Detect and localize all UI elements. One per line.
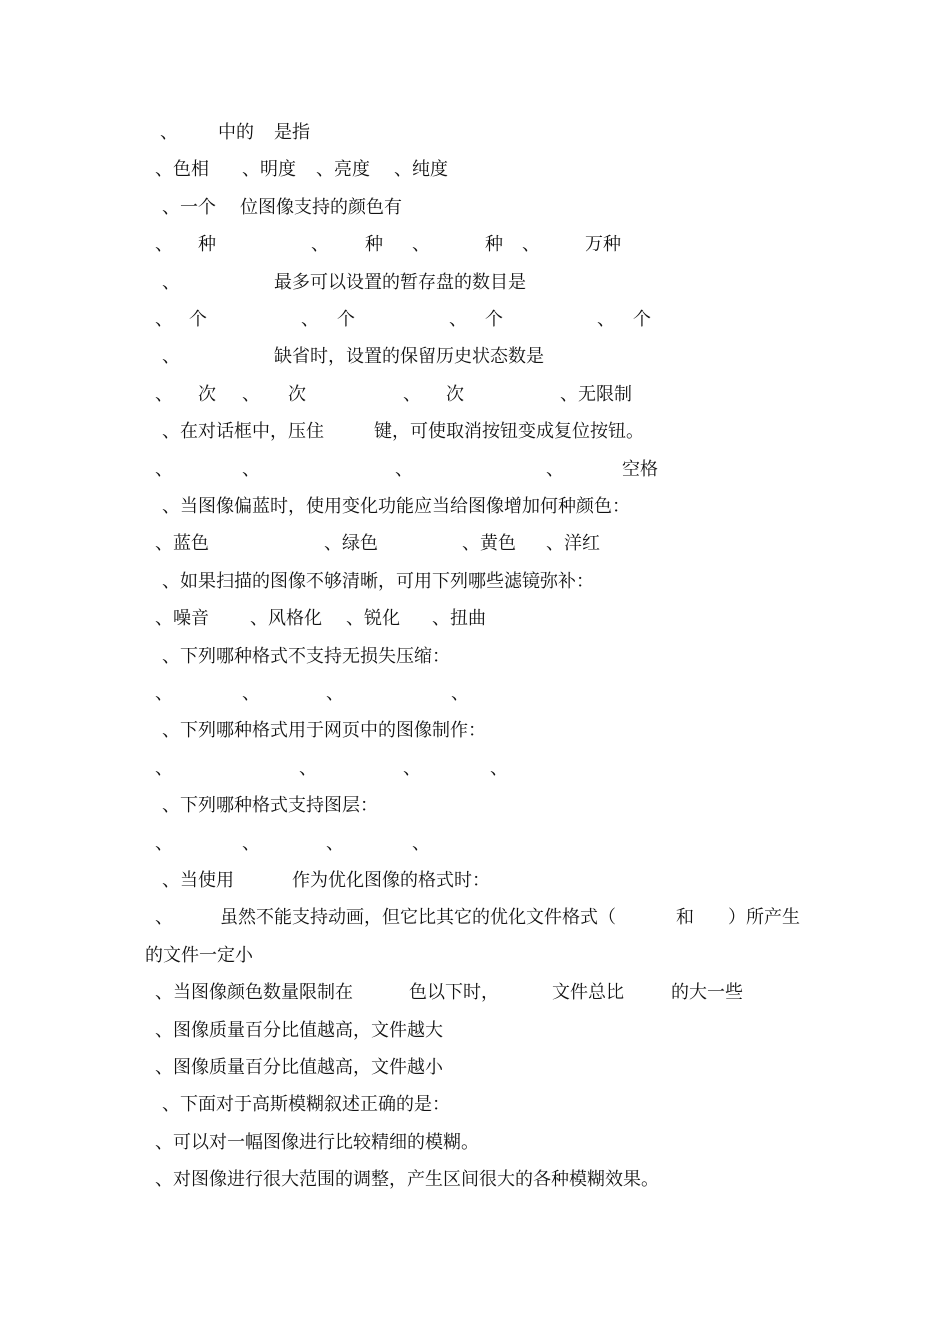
text-segment: 、下面对于高斯模糊叙述正确的是： — [162, 1094, 450, 1116]
text-segment: 、噪音 — [155, 608, 209, 630]
text-segment: 位图像支持的颜色有 — [240, 196, 402, 218]
text-segment: 、 — [301, 309, 319, 330]
text-segment: 、洋红 — [546, 533, 600, 555]
text-segment: 、 — [546, 458, 564, 480]
text-segment: 、锐化 — [346, 608, 400, 630]
text-segment: 、当图像偏蓝时，使用变化功能应当给图像增加何种颜色： — [162, 496, 630, 517]
text-segment: 、蓝色 — [155, 533, 209, 555]
text-segment: 种 — [485, 234, 503, 256]
text-segment: 、下列哪种格式支持图层： — [162, 795, 378, 817]
text-segment: 、如果扫描的图像不够清晰，可用下列哪些滤镜弥补： — [162, 570, 594, 592]
text-segment: 、黄色 — [462, 533, 516, 555]
text-segment: 、 — [162, 271, 180, 293]
text-segment: 的大一些 — [671, 982, 743, 1004]
text-segment: 万种 — [585, 234, 621, 256]
text-segment: 次 — [446, 383, 464, 405]
text-segment: 最多可以设置的暂存盘的数目是 — [274, 271, 526, 293]
text-segment: 、明度 — [242, 159, 296, 181]
text-segment: 个 — [189, 309, 207, 330]
text-segment: 、 — [155, 683, 173, 704]
text-segment: 、绿色 — [324, 533, 378, 555]
text-segment: 个 — [633, 309, 651, 330]
text-segment: 、色相 — [155, 159, 209, 181]
text-segment: 、 — [242, 458, 260, 480]
text-segment: 、 — [155, 757, 173, 779]
text-segment: 、 — [412, 234, 430, 256]
text-segment: 、对图像进行很大范围的调整，产生区间很大的各种模糊效果。 — [155, 1169, 659, 1191]
text-segment: 个 — [337, 309, 355, 330]
text-segment: 、 — [412, 832, 430, 854]
text-segment: 、当使用 — [162, 870, 234, 891]
text-segment: 、当图像颜色数量限制在 — [155, 982, 353, 1004]
text-segment: 、 — [395, 458, 413, 480]
text-segment: 、 — [311, 234, 329, 256]
text-segment: 、 — [242, 683, 260, 704]
text-segment: 、下列哪种格式不支持无损失压缩： — [162, 645, 450, 667]
text-segment: 虽然不能支持动画，但它比其它的优化文件格式（ — [220, 907, 616, 929]
text-segment: 、 — [403, 757, 421, 779]
text-segment: 、 — [242, 832, 260, 854]
text-segment: 文件总比 — [552, 982, 624, 1004]
text-segment: 、 — [597, 309, 615, 330]
text-segment: 、 — [155, 309, 173, 330]
text-segment: 次 — [198, 383, 216, 405]
text-segment: 、 — [299, 757, 317, 779]
text-segment: 、 — [522, 234, 540, 256]
text-segment: 、 — [449, 309, 467, 330]
text-segment: 、 — [242, 383, 260, 405]
text-segment: 、 — [403, 383, 421, 405]
text-segment: 色以下时， — [409, 982, 499, 1004]
text-segment: 、可以对一幅图像进行比较精细的模糊。 — [155, 1131, 479, 1153]
text-segment: 、 — [155, 907, 173, 929]
text-segment: 缺省时，设置的保留历史状态数是 — [274, 346, 544, 368]
text-segment: 、一个 — [162, 196, 216, 218]
text-segment: 种 — [365, 234, 383, 256]
text-segment: 、 — [490, 757, 508, 779]
text-segment: 、 — [155, 832, 173, 854]
text-segment: 种 — [198, 234, 216, 256]
text-segment: 的文件一定小 — [145, 944, 253, 966]
text-segment: 、风格化 — [250, 608, 322, 630]
text-segment: 、 — [155, 383, 173, 405]
text-segment: 中的 — [218, 122, 254, 143]
text-segment: 、亮度 — [316, 159, 370, 181]
text-segment: 、无限制 — [560, 383, 632, 405]
text-segment: ）所产生 — [728, 907, 800, 929]
text-segment: 、纯度 — [394, 159, 448, 181]
text-segment: 次 — [288, 383, 306, 405]
text-segment: 键，可使取消按钮变成复位按钮。 — [374, 421, 644, 443]
text-segment: 、 — [451, 683, 469, 704]
text-segment: 、 — [155, 458, 173, 480]
text-segment: 、下列哪种格式用于网页中的图像制作： — [162, 720, 486, 742]
text-segment: 、扭曲 — [432, 608, 486, 630]
text-segment: 、 — [155, 234, 173, 256]
text-segment: 、图像质量百分比值越高，文件越大 — [155, 1019, 443, 1041]
text-segment: 、在对话框中，压住 — [162, 421, 324, 443]
text-segment: 、图像质量百分比值越高，文件越小 — [155, 1057, 443, 1078]
text-segment: 空格 — [622, 458, 658, 480]
text-segment: 作为优化图像的格式时： — [292, 870, 490, 891]
text-segment: 个 — [485, 309, 503, 330]
text-segment: 和 — [676, 907, 694, 929]
text-segment: 、 — [160, 122, 178, 143]
text-segment: 、 — [326, 832, 344, 854]
text-segment: 是指 — [274, 122, 310, 143]
text-segment: 、 — [162, 346, 180, 368]
text-segment: 、 — [326, 683, 344, 704]
